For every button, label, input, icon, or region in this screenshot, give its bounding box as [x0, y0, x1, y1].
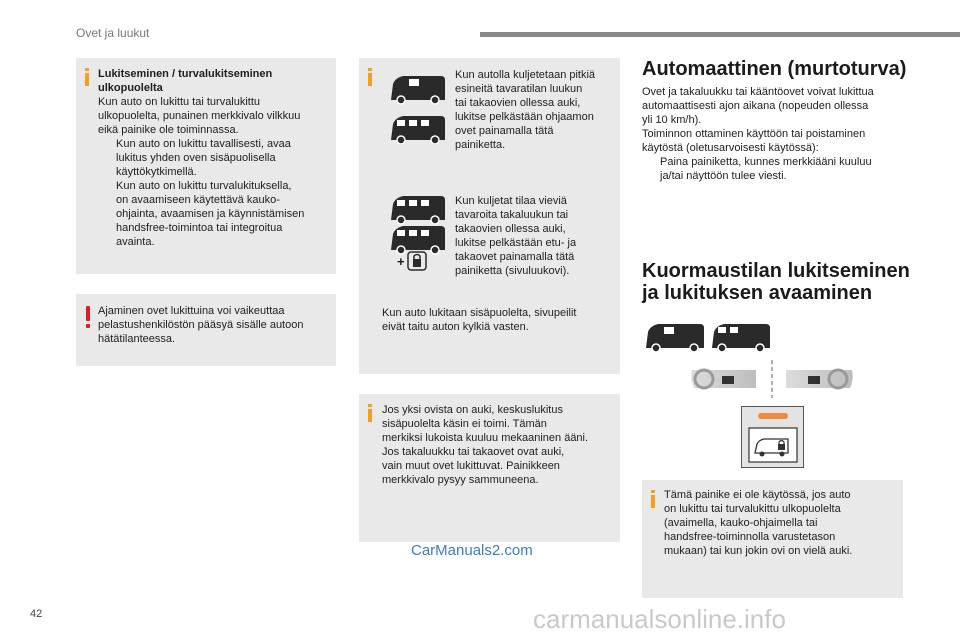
text-line: Jos takaluukku tai takaovet ovat auki, — [382, 446, 565, 458]
text-line: takaovien ollessa auki, — [455, 223, 566, 235]
text-line: pelastushenkilöstön pääsyä sisälle autoon — [98, 319, 304, 331]
bullet-item — [98, 179, 334, 249]
text-line: lukitus yhden oven sisäpuolisella — [116, 152, 276, 164]
side-door-lock-text — [455, 194, 617, 278]
text-line: Kun auto on lukittu tai turvalukittu — [98, 96, 261, 108]
heading-line: ja lukituksen avaaminen — [642, 282, 873, 304]
text-line: Kun autolla kuljetetaan pitkiä — [455, 69, 596, 81]
header-rule — [480, 32, 960, 37]
text-line: käytöstä (oletusarvoisesti käytössä): — [642, 142, 819, 154]
warning-icon — [82, 306, 94, 328]
text-line: handsfree-toiminnolla varustetason — [664, 531, 836, 543]
heading-automatic-locking: Automaattinen (murtoturva) — [642, 58, 907, 80]
text-line: automaattisesti ajon aikana (nopeuden ollessa — [642, 100, 869, 112]
text-line: merkiksi lukoista kuuluu mekaaninen ääni. — [382, 432, 589, 444]
text-line: lukitse pelkästään etu- ja — [455, 237, 577, 249]
text-line: hätätilanteessa. — [98, 333, 176, 345]
text-line: vain muut ovet lukittuvat. Painikkeen — [382, 460, 560, 472]
text-line: avainta. — [116, 236, 155, 248]
text-line: esineitä tavaratilan luukun — [455, 83, 583, 95]
text-line: Ajaminen ovet lukittuina voi vaikeuttaa — [98, 305, 285, 317]
text-line: tai takaovien ollessa auki, — [455, 97, 581, 109]
text-line: Kun auto on lukittu turvalukituksella, — [116, 180, 292, 192]
text-line: Paina painiketta, kunnes merkkiääni kuuluu — [660, 156, 872, 168]
site-watermark[interactable]: CarManuals2.com — [411, 542, 533, 559]
text-line: merkkivalo pysyy sammuneena. — [382, 474, 539, 486]
text-line: käyttökytkimellä. — [116, 166, 197, 178]
text-line: eikä painike ole toiminnassa. — [98, 124, 239, 136]
warning-text — [98, 304, 334, 346]
led-indicator — [758, 413, 788, 419]
text-line: ulkopuolelta, punainen merkkivalo vilkkuu — [98, 110, 301, 122]
heading-cargo-locking — [642, 260, 910, 304]
bullet-item — [98, 137, 334, 179]
cab-lock-text — [455, 68, 617, 152]
text-line: ja/tai näyttöön tulee viesti. — [660, 170, 787, 182]
cab-lock-button-icon — [387, 70, 449, 144]
text-line: Kun auto on lukittu tavallisesti, avaa — [116, 138, 291, 150]
info-box-locking — [76, 58, 336, 274]
info-box-cargo-button — [642, 480, 903, 598]
auto-lock-text — [642, 85, 912, 183]
text-line: painiketta (sivuluukovi). — [455, 265, 570, 277]
info-icon — [368, 68, 372, 86]
page-number: 42 — [30, 608, 43, 620]
text-line: Kun kuljetat tilaa vieviä — [455, 195, 567, 207]
section-title: Ovet ja luukut — [76, 26, 150, 40]
locking-heading-1: Lukitseminen / turvalukitseminen — [98, 68, 273, 80]
text-line: ohjainta, avaamisen ja käynnistämisen — [116, 208, 305, 220]
text-line: handsfree-toimintoa tai integroitua — [116, 222, 283, 234]
info-icon — [85, 68, 89, 86]
door-open-text — [382, 403, 618, 487]
text-line: (avaimella, kauko-ohjaimella tai — [664, 517, 818, 529]
bullet-item — [642, 155, 912, 183]
locking-heading-2: ulkopuolelta — [98, 82, 163, 94]
text-line: on avaamiseen käytettävä kauko- — [116, 194, 280, 206]
cargo-lock-button-illustration — [741, 406, 804, 468]
text-line: painiketta. — [455, 139, 506, 151]
van-illustration — [644, 322, 772, 352]
plus-sign: + — [397, 254, 405, 269]
text-line: yli 10 km/h). — [642, 114, 702, 126]
text-line: eivät taitu auton kylkiä vasten. — [382, 321, 529, 333]
locking-text — [98, 67, 334, 249]
text-line: sisäpuolelta käsin ei toimi. Tämän — [382, 418, 547, 430]
text-line: Toiminnon ottaminen käyttöön tai poistaminen — [642, 128, 866, 140]
info-icon — [368, 404, 372, 422]
text-line: takaovet painamalla tätä — [455, 251, 575, 263]
info-icon — [651, 490, 655, 508]
text-line: lukitse pelkästään ohjaamon — [455, 111, 594, 123]
dashboard-illustration — [686, 358, 858, 400]
text-line: on lukittu tai turvalukittu ulkopuolelta — [664, 503, 841, 515]
text-line: mukaan) tai kun jokin ovi on vielä auki. — [664, 545, 853, 557]
info-box-selective-locking — [359, 58, 620, 374]
warning-box — [76, 294, 336, 366]
text-line: Tämä painike ei ole käytössä, jos auto — [664, 489, 851, 501]
heading-line: Kuormaustilan lukitseminen — [642, 260, 910, 282]
text-line: Kun auto lukitaan sisäpuolelta, sivupeilit — [382, 307, 577, 319]
info-box-door-open — [359, 394, 620, 542]
text-line: ovet painamalla tätä — [455, 125, 554, 137]
cargo-button-text — [664, 488, 900, 558]
text-line: Ovet ja takaluukku tai kääntöovet voivat lukittua — [642, 86, 874, 98]
mirror-text — [382, 306, 618, 334]
text-line: Jos yksi ovista on auki, keskuslukitus — [382, 404, 563, 416]
text-line: tavaroita takaluukun tai — [455, 209, 569, 221]
cargo-lock-icon — [748, 427, 798, 463]
site-watermark-large[interactable]: carmanualsonline.info — [533, 604, 786, 634]
